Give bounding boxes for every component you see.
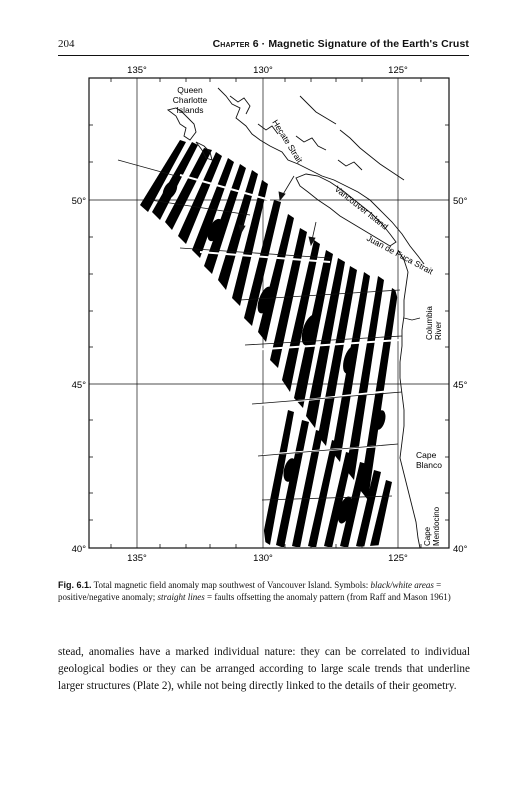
vancouver-island-label: Vancouver Island [332, 183, 391, 232]
chapter-label: Chapter 6 [212, 38, 259, 50]
queen-charlotte-line-3: Islands [176, 105, 204, 115]
cape-mendocino-line-1: Cape [423, 526, 432, 546]
page-number: 204 [58, 38, 75, 50]
lon-label-bottom-125: 125° [388, 553, 408, 564]
caption-text-3: = faults offsetting the anomaly pattern (from Raff and Mason 1961) [204, 591, 451, 602]
cape-mendocino-label [423, 506, 441, 546]
cape-mendocino-line-2: Mendocino [432, 506, 441, 546]
hecate-strait-label: Hecate Strait [270, 117, 305, 165]
stripes-northwest [140, 140, 268, 306]
columbia-river-label [425, 306, 443, 340]
caption-italic-2: straight lines [157, 591, 205, 602]
lon-label-bottom-135: 135° [127, 553, 147, 564]
cape-blanco-label [416, 450, 442, 470]
lon-label-top-130: 130° [253, 65, 273, 76]
lat-label-right-40: 40° [453, 544, 468, 555]
figure-label: Fig. 6.1. [58, 580, 92, 590]
queen-charlotte-line-2: Charlotte [172, 95, 208, 105]
vancouver-island-coast [296, 174, 396, 246]
juan-de-fuca-label: Juan de Fuca Strait [365, 232, 435, 277]
chapter-title: Magnetic Signature of the Earth's Crust [268, 38, 469, 50]
figure-caption [58, 580, 470, 603]
lon-label-top-125: 125° [388, 65, 408, 76]
lat-label-left-50: 50° [71, 196, 86, 207]
queen-charlotte-label [173, 85, 208, 115]
caption-text-1: Total magnetic field anomaly map southwest of Vancouver Island. Symbols: [91, 580, 371, 590]
us-west-coast [398, 250, 420, 548]
chapter-separator: · [261, 38, 266, 50]
caption-text-2: = positive/negative anomaly; [58, 580, 442, 602]
columbia-line-1: Columbia [425, 306, 434, 340]
caption-italic-1: black/white areas [370, 580, 434, 590]
lat-label-right-45: 45° [453, 380, 468, 391]
columbia-line-2: River [434, 321, 443, 340]
lat-label-left-45: 45° [71, 380, 86, 391]
lat-label-right-50: 50° [453, 196, 468, 207]
cape-blanco-line-2: Blanco [416, 460, 442, 470]
lon-label-bottom-130: 130° [253, 553, 273, 564]
queen-charlotte-line-1: Queen [177, 85, 203, 95]
cape-blanco-line-1: Cape [416, 450, 437, 460]
body-paragraph: stead, anomalies have a marked individual nature: they can be correlated to individual geological bodies or they can be arranged according to large scale trends that underline larger structures (Plate 2), while not being directly linked to the details of their geometry. [58, 646, 470, 693]
lat-label-left-40: 40° [71, 544, 86, 555]
columbia-river-mouth [404, 318, 420, 320]
lon-label-top-135: 135° [127, 65, 147, 76]
